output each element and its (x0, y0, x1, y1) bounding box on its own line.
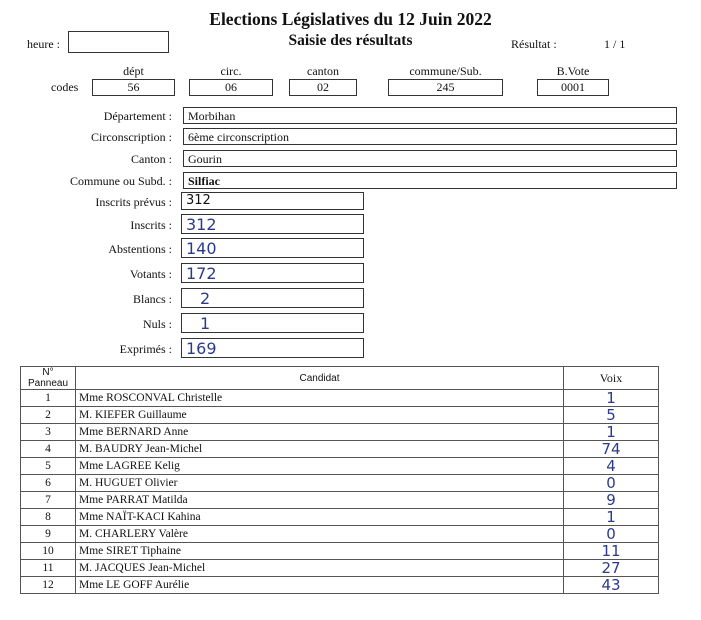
codes-label: codes (51, 80, 79, 94)
candidat-cell: Mme ROSCONVAL Christelle (76, 390, 564, 407)
panneau-cell: 6 (21, 475, 76, 492)
circonscription-field[interactable] (183, 128, 677, 145)
table-row (21, 424, 659, 441)
heure-field[interactable] (68, 31, 169, 53)
voix-cell[interactable]: 1 (564, 424, 659, 441)
col-header-panneau: N° Panneau (21, 367, 76, 390)
votants-label: Votants : (129, 267, 172, 281)
voix-cell[interactable]: 11 (564, 543, 659, 560)
table-row (21, 458, 659, 475)
canton-value: Gourin (188, 152, 222, 166)
panneau-cell: 5 (21, 458, 76, 475)
panneau-cell: 7 (21, 492, 76, 509)
table-row (21, 577, 659, 594)
voix-cell[interactable]: 5 (564, 407, 659, 424)
table-header-row (21, 367, 659, 390)
canton-code-field[interactable]: 02 (289, 79, 357, 96)
votants-field[interactable] (181, 263, 364, 283)
voix-cell[interactable]: 0 (564, 526, 659, 543)
candidat-cell: Mme NAÏT-KACI Kahina (76, 509, 564, 526)
departement-value: Morbihan (188, 109, 236, 123)
candidat-cell: Mme LE GOFF Aurélie (76, 577, 564, 594)
inscrits-prevus-field[interactable] (181, 192, 364, 210)
blancs-field[interactable] (181, 288, 364, 308)
table-row (21, 475, 659, 492)
bvote-code-field[interactable]: 0001 (537, 79, 609, 96)
results-table (20, 366, 659, 594)
dept-code-field[interactable]: 56 (92, 79, 175, 96)
panneau-cell: 1 (21, 390, 76, 407)
commune-field[interactable] (183, 172, 677, 189)
panneau-cell: 9 (21, 526, 76, 543)
page-title: Elections Législatives du 12 Juin 2022 (209, 9, 492, 29)
departement-label: Département : (103, 109, 172, 123)
voix-cell[interactable]: 43 (564, 577, 659, 594)
canton-field[interactable] (183, 150, 677, 167)
candidat-cell: M. HUGUET Olivier (76, 475, 564, 492)
panneau-cell: 4 (21, 441, 76, 458)
candidat-cell: Mme LAGREE Kelig (76, 458, 564, 475)
commune-label: Commune ou Subd. : (69, 174, 172, 188)
blancs-value: 2 (200, 289, 211, 308)
candidat-cell: M. BAUDRY Jean-Michel (76, 441, 564, 458)
panneau-cell: 8 (21, 509, 76, 526)
abstentions-value: 140 (186, 239, 217, 258)
panneau-cell: 2 (21, 407, 76, 424)
circ-code-field[interactable]: 06 (189, 79, 273, 96)
voix-cell[interactable]: 74 (564, 441, 659, 458)
nuls-field[interactable] (181, 313, 364, 333)
candidat-cell: Mme BERNARD Anne (76, 424, 564, 441)
resultat-value: 1 / 1 (604, 37, 626, 51)
table-row (21, 509, 659, 526)
page-subtitle: Saisie des résultats (288, 32, 413, 49)
dept-label: dépt (123, 64, 144, 78)
circonscription-value: 6ème circonscription (188, 130, 289, 144)
exprimes-label: Exprimés : (119, 342, 172, 356)
table-row (21, 407, 659, 424)
circonscription-label: Circonscription : (91, 130, 172, 144)
candidat-cell: M. KIEFER Guillaume (76, 407, 564, 424)
nuls-label: Nuls : (142, 317, 172, 331)
table-row (21, 390, 659, 407)
departement-field[interactable] (183, 107, 677, 124)
exprimes-value: 169 (186, 339, 217, 358)
canton-label: Canton : (131, 152, 172, 166)
commune-code-label: commune/Sub. (409, 64, 482, 78)
table-row (21, 543, 659, 560)
candidat-cell: M. CHARLERY Valère (76, 526, 564, 543)
candidat-cell: Mme PARRAT Matilda (76, 492, 564, 509)
heure-label: heure : (27, 37, 60, 51)
resultat-label: Résultat : (511, 37, 557, 51)
voix-cell[interactable]: 4 (564, 458, 659, 475)
candidat-cell: M. JACQUES Jean-Michel (76, 560, 564, 577)
table-row (21, 492, 659, 509)
inscrits-value: 312 (186, 215, 217, 234)
voix-cell[interactable]: 1 (564, 390, 659, 407)
table-row (21, 526, 659, 543)
blancs-label: Blancs : (133, 292, 172, 306)
voix-cell[interactable]: 9 (564, 492, 659, 509)
inscrits-prevus-label: Inscrits prévus : (95, 195, 172, 209)
abstentions-field[interactable] (181, 238, 364, 258)
commune-code-field[interactable]: 245 (388, 79, 503, 96)
votants-value: 172 (186, 264, 217, 283)
canton-label: canton (307, 64, 339, 78)
panneau-cell: 11 (21, 560, 76, 577)
circ-label: circ. (220, 64, 242, 78)
col-header-voix: Voix (564, 367, 659, 390)
inscrits-label: Inscrits : (130, 218, 172, 232)
abstentions-label: Abstentions : (108, 242, 172, 256)
table-row (21, 560, 659, 577)
candidat-cell: Mme SIRET Tiphaine (76, 543, 564, 560)
voix-cell[interactable]: 0 (564, 475, 659, 492)
inscrits-prevus-value: 312 (186, 193, 211, 208)
panneau-cell: 12 (21, 577, 76, 594)
table-row (21, 441, 659, 458)
bvote-label: B.Vote (556, 64, 590, 78)
voix-cell[interactable]: 27 (564, 560, 659, 577)
panneau-cell: 10 (21, 543, 76, 560)
voix-cell[interactable]: 1 (564, 509, 659, 526)
col-header-candidat: Candidat (76, 367, 564, 390)
inscrits-field[interactable] (181, 214, 364, 234)
nuls-value: 1 (200, 314, 211, 333)
exprimes-field[interactable] (181, 338, 364, 358)
panneau-cell: 3 (21, 424, 76, 441)
commune-value: Silfiac (188, 174, 220, 188)
